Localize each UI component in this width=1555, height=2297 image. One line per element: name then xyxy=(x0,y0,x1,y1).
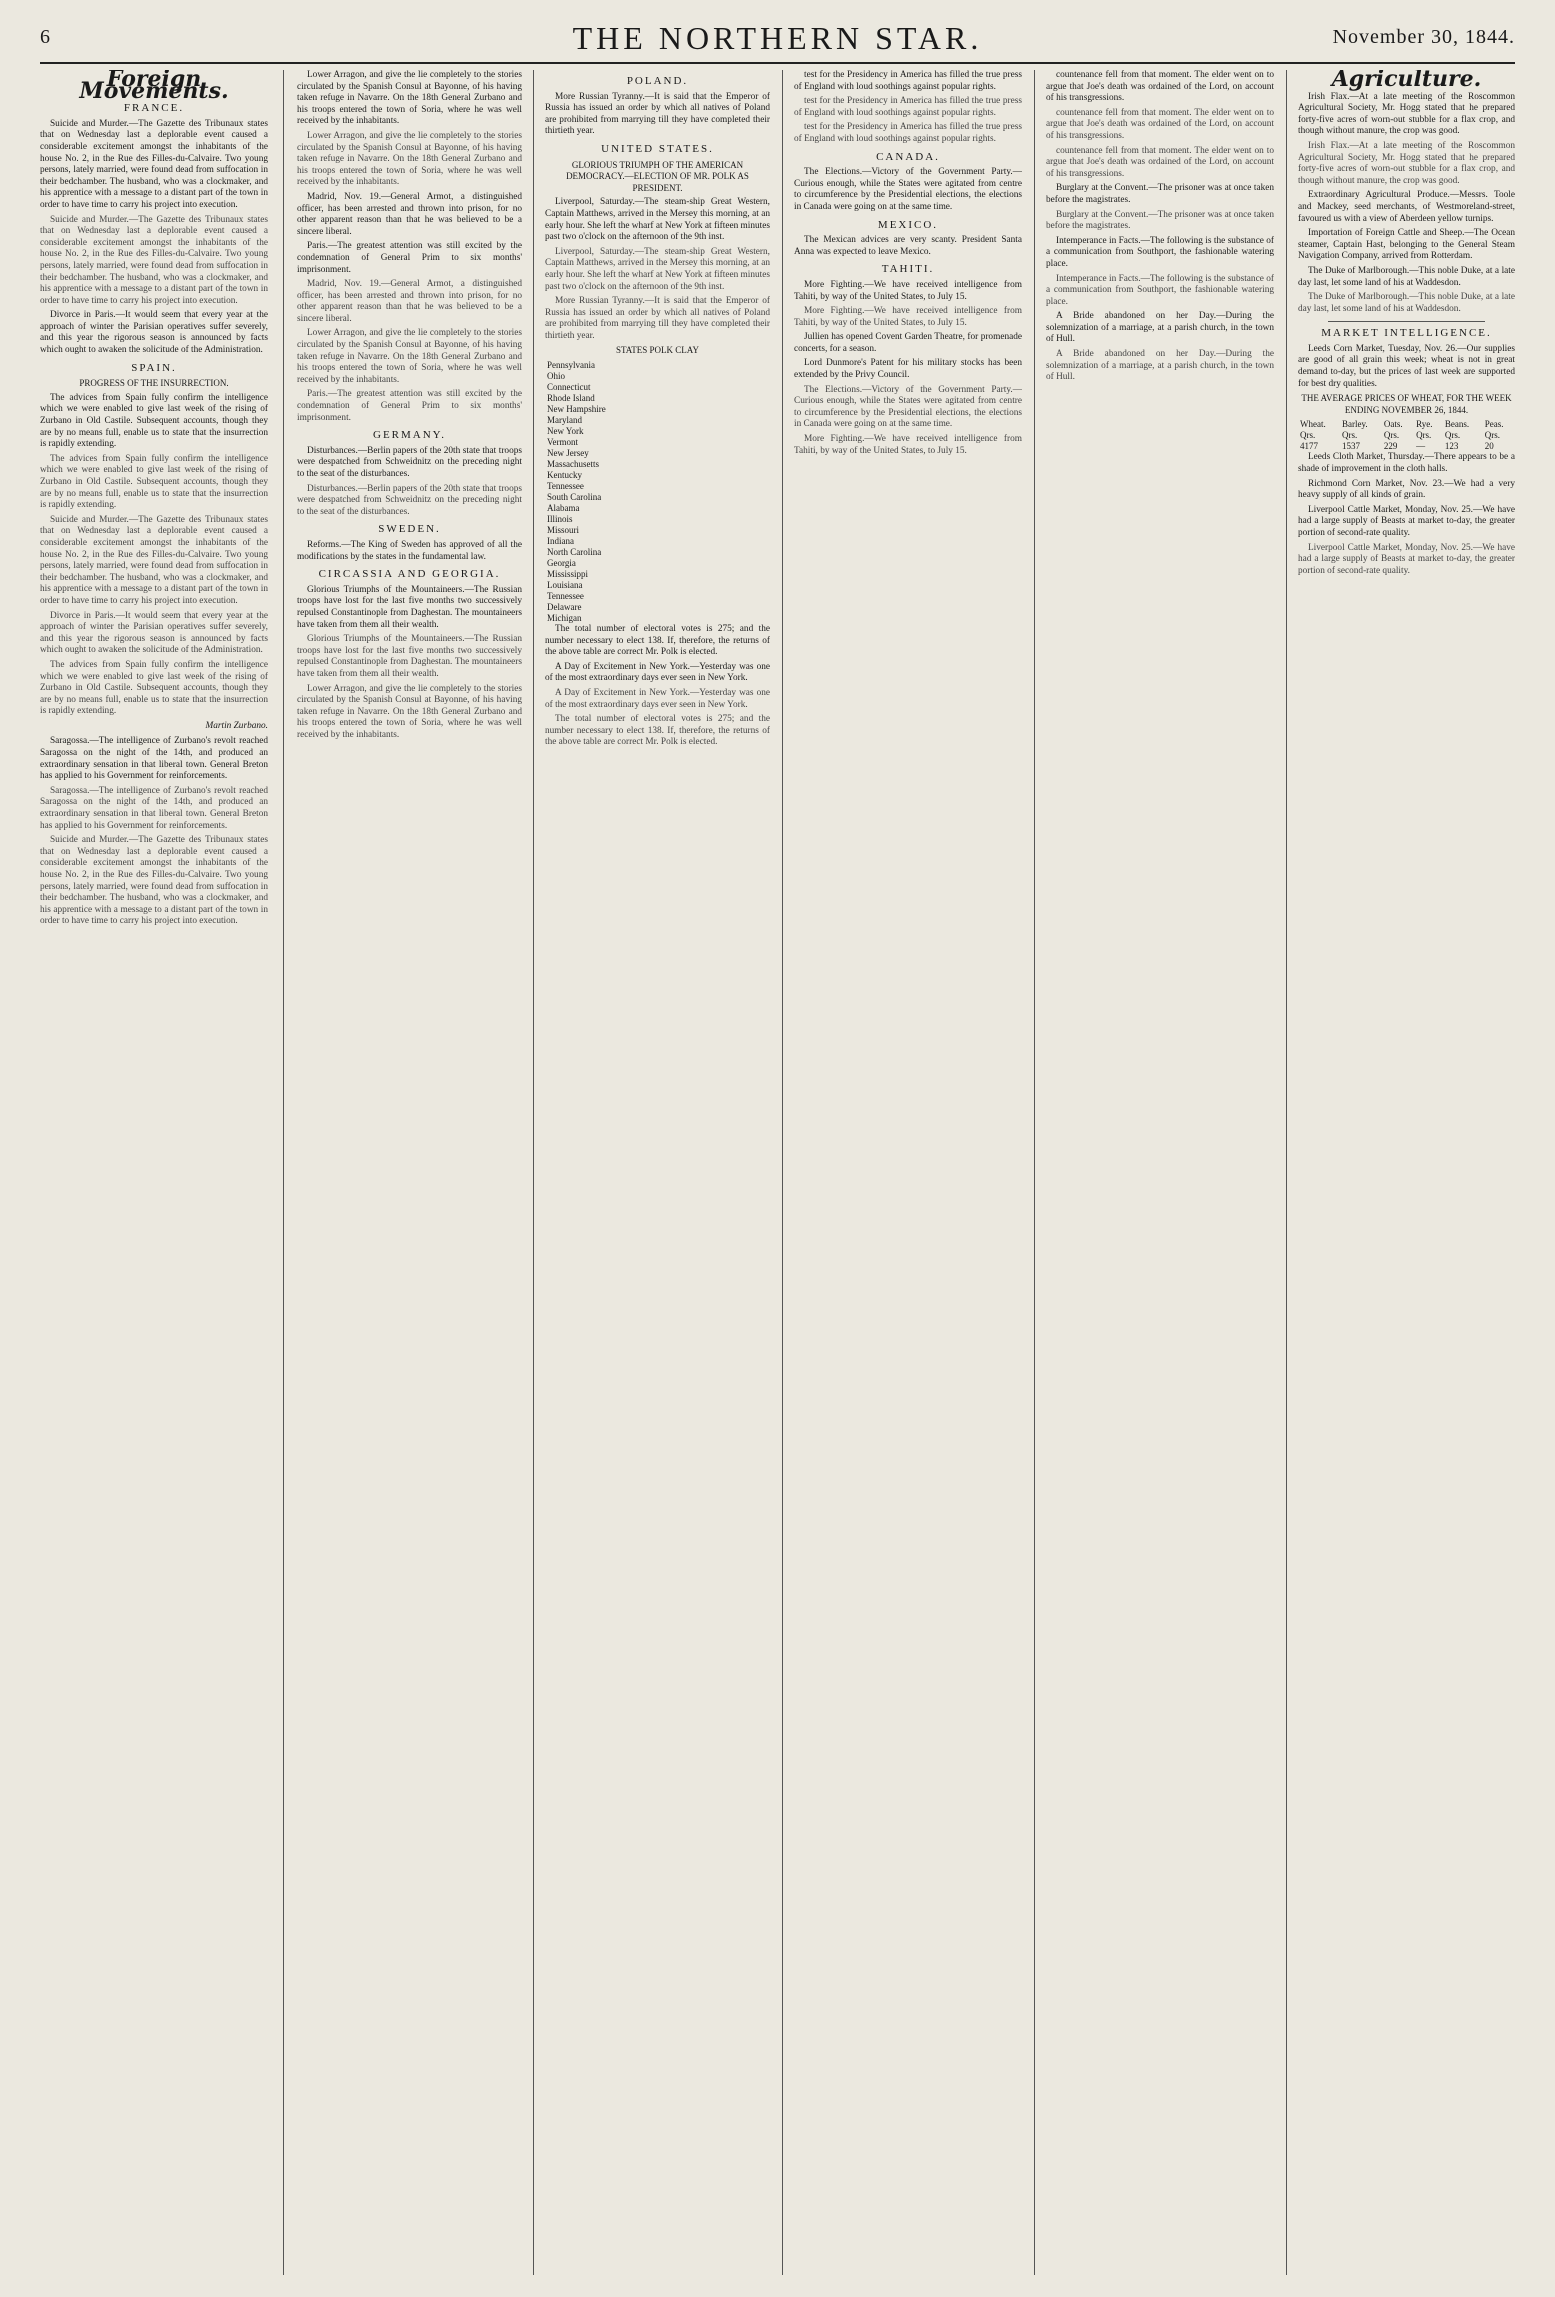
table-row xyxy=(545,393,770,404)
state-name: Mississippi xyxy=(547,569,589,580)
article-paragraph: Madrid, Nov. 19.—General Armot, a distinguished officer, has been arrested and thrown into prison, for no other apparent reason than that he was believed to be a sincere liberal. xyxy=(297,279,522,324)
state-name: Tennessee xyxy=(547,481,584,492)
article-paragraph: Intemperance in Facts.—The following is the substance of a communication from Southport, the fashionable watering place. xyxy=(1046,273,1274,307)
table-row xyxy=(545,492,770,503)
table-row xyxy=(545,591,770,602)
article-paragraph: The Elections.—Victory of the Government Party.—Curious enough, while the States were agitated from centre to circumference by the Presidential elections, the elections in Canada were going on at the same time. xyxy=(794,384,1022,430)
table-cell: 20 xyxy=(1484,441,1494,452)
state-name: New York xyxy=(547,426,584,437)
article-paragraph: More Fighting.—We have received intelligence from Tahiti, by way of the United States, to July 15. xyxy=(794,434,1022,456)
table-row xyxy=(545,481,770,492)
article-paragraph: The Duke of Marlborough.—This noble Duke, at a late day last, let some land of his at Waddesdon. xyxy=(1298,292,1515,314)
column-3 xyxy=(545,70,770,2270)
column-rule xyxy=(283,70,284,2275)
state-name: New Jersey xyxy=(547,448,589,459)
table-row xyxy=(545,525,770,536)
column-rule xyxy=(533,70,534,2275)
column-6 xyxy=(1298,70,1515,2270)
article-paragraph: Liverpool, Saturday.—The steam-ship Great Western, Captain Matthews, arrived in the Mersey this morning, at an early hour. She left the wharf at New York at fifteen minutes past two o'clock on the afternoon of the 9th inst. xyxy=(545,197,770,243)
table-row xyxy=(545,371,770,382)
section-france: FRANCE. xyxy=(123,102,185,115)
article-paragraph: Glorious Triumphs of the Mountaineers.—The Russian troops have lost for the last five months two successively repulsed Constantinople from Daghestan. The mountaineers have taken from them all their wealth. xyxy=(297,584,522,630)
section-heading-foreign: Foreign Movements. xyxy=(79,70,229,104)
article-paragraph: countenance fell from that moment. The elder went on to argue that Joe's death was ordained of the Lord, on account of his transgressions. xyxy=(1046,107,1274,141)
article-paragraph: Richmond Corn Market, Nov. 23.—We had a very heavy supply of all kinds of grain. xyxy=(1298,478,1515,501)
article-paragraph: Lower Arragon, and give the lie completely to the stories circulated by the Spanish Consul at Bayonne, of his having taken refuge in Navarre. On the 18th General Zurbano and his troops entered the town of Soria, where he was well received by the inhabitants. xyxy=(297,70,522,127)
article-paragraph: Leeds Cloth Market, Thursday.—There appears to be a shade of improvement in the cloth halls. xyxy=(1298,452,1515,475)
issue-date: November 30, 1844. xyxy=(1332,26,1515,48)
table-row xyxy=(1298,430,1515,441)
state-name: Missouri xyxy=(547,525,580,536)
column-2 xyxy=(297,70,522,2270)
table-cell: Qrs. xyxy=(1444,430,1461,441)
article-paragraph: Jullien has opened Covent Garden Theatre, for promenade concerts, for a season. xyxy=(794,332,1022,354)
table-row xyxy=(545,536,770,547)
table-row xyxy=(545,437,770,448)
article-paragraph: Suicide and Murder.—The Gazette des Tribunaux states that on Wednesday last a deplorable event caused a considerable excitement amongst the inhabitants of the house No. 2, in the Rue des Filles-du-Calvaire. Two young persons, lately married, were found dead from suffocation in their bedchamber. The husband, who was a clockmaker, and his apprentice with a message to a distant part of the town in order to have time to carry his project into execution. xyxy=(40,118,268,210)
signature: Martin Zurbano. xyxy=(205,720,268,731)
section-germany: GERMANY. xyxy=(373,429,446,442)
table-row xyxy=(545,580,770,591)
table-cell: Beans. xyxy=(1444,419,1470,430)
article-paragraph: Saragossa.—The intelligence of Zurbano's revolt reached Saragossa on the night of the 14th, and produced an extraordinary sensation in that liberal town. General Breton has applied to his Government for reinforcements. xyxy=(40,736,268,782)
article-paragraph: Lower Arragon, and give the lie completely to the stories circulated by the Spanish Consul at Bayonne, of his having taken refuge in Navarre. On the 18th General Zurbano and his troops entered the town of Soria, where he was well received by the inhabitants. xyxy=(297,130,522,188)
article-paragraph: The Mexican advices are very scanty. President Santa Anna was expected to leave Mexico. xyxy=(794,235,1022,257)
article-paragraph: The advices from Spain fully confirm the intelligence which we were enabled to give last week of the rising of Zurbano in Old Castile. Subsequent accounts, though they are by no means full, enable us to state that the insurrection is rapidly extending. xyxy=(40,453,268,511)
state-name: Georgia xyxy=(547,558,576,569)
table-row xyxy=(545,558,770,569)
table-row xyxy=(545,459,770,470)
article-paragraph: The advices from Spain fully confirm the intelligence which we were enabled to give last week of the rising of Zurbano in Old Castile. Subsequent accounts, though they are by no means full, enable us to state that the insurrection is rapidly extending. xyxy=(40,659,268,717)
table-cell: Rye. xyxy=(1416,419,1433,430)
article-paragraph: test for the Presidency in America has filled the true press of England with loud soothings against popular rights. xyxy=(794,96,1022,118)
price-table-caption: THE AVERAGE PRICES OF WHEAT, FOR THE WEEK ENDING NOVEMBER 26, 1844. xyxy=(1301,393,1512,415)
article-paragraph: A Day of Excitement in New York.—Yesterday was one of the most extraordinary days ever seen in New York. xyxy=(545,688,770,710)
table-row xyxy=(545,547,770,558)
article-paragraph: test for the Presidency in America has filled the true press of England with loud soothings against popular rights. xyxy=(794,122,1022,144)
page-number: 6 xyxy=(40,26,50,48)
article-paragraph: A Bride abandoned on her Day.—During the solemnization of a marriage, at a parish church, in the town of Hull. xyxy=(1046,349,1274,383)
state-name: Louisiana xyxy=(547,580,583,591)
article-paragraph: More Fighting.—We have received intelligence from Tahiti, by way of the United States, to July 15. xyxy=(794,306,1022,328)
table-cell: Wheat. xyxy=(1300,419,1326,430)
table-cell: Oats. xyxy=(1383,419,1403,430)
article-paragraph: The total number of electoral votes is 275; and the number necessary to elect 138. If, therefore, the returns of the above table are correct Mr. Polk is elected. xyxy=(545,714,770,748)
article-paragraph: Intemperance in Facts.—The following is the substance of a communication from Southport, the fashionable watering place. xyxy=(1046,235,1274,269)
article-paragraph: Disturbances.—Berlin papers of the 20th state that troops were despatched from Schweidnitz on the preceding night to the seat of the disturbances. xyxy=(297,483,522,517)
state-name: Kentucky xyxy=(547,470,582,481)
masthead xyxy=(40,18,1515,64)
electoral-vote-table xyxy=(545,360,770,624)
section-tahiti: TAHITI. xyxy=(881,263,935,276)
article-paragraph: Lord Dunmore's Patent for his military stocks has been extended by the Privy Council. xyxy=(794,358,1022,381)
column-5 xyxy=(1046,70,1274,2270)
table-row xyxy=(545,448,770,459)
state-name: Indiana xyxy=(547,536,574,547)
state-name: New Hampshire xyxy=(547,404,606,415)
article-paragraph: Liverpool Cattle Market, Monday, Nov. 25.—We have had a large supply of Beasts at market to-day, the greater portion of second-rate quality. xyxy=(1298,542,1515,576)
article-paragraph: Irish Flax.—At a late meeting of the Roscommon Agricultural Society, Mr. Hogg stated that he prepared forty-five acres of worn-out stubble for a flax crop, and though without manure, the crop was good. xyxy=(1298,91,1515,137)
column-1 xyxy=(40,70,268,2270)
table-cell: 1537 xyxy=(1342,441,1361,452)
table-row xyxy=(545,382,770,393)
article-paragraph: A Day of Excitement in New York.—Yesterday was one of the most extraordinary days ever seen in New York. xyxy=(545,661,770,684)
table-row xyxy=(545,470,770,481)
article-paragraph: test for the Presidency in America has filled the true press of England with loud soothings against popular rights. xyxy=(794,70,1022,92)
table-row xyxy=(545,514,770,525)
article-paragraph: Burglary at the Convent.—The prisoner was at once taken before the magistrates. xyxy=(1046,183,1274,205)
column-rule xyxy=(782,70,783,2275)
article-paragraph: Burglary at the Convent.—The prisoner was at once taken before the magistrates. xyxy=(1046,209,1274,232)
article-paragraph: Madrid, Nov. 19.—General Armot, a distinguished officer, has been arrested and thrown into prison, for no other apparent reason than that he was believed to be a sincere liberal. xyxy=(297,191,522,237)
state-name: Tennessee xyxy=(547,591,584,602)
article-paragraph: Suicide and Murder.—The Gazette des Tribunaux states that on Wednesday last a deplorable event caused a considerable excitement amongst the inhabitants of the house No. 2, in the Rue des Filles-du-Calvaire. Two young persons, lately married, were found dead from suffocation in their bedchamber. The husband, who was a clockmaker, and his apprentice with a message to a distant part of the town in order to have time to carry his project into execution. xyxy=(40,214,268,306)
table-cell: Qrs. xyxy=(1300,430,1316,441)
subheading-insurrection: PROGRESS OF THE INSURRECTION. xyxy=(79,378,229,389)
state-name: Illinois xyxy=(547,514,573,525)
section-poland: POLAND. xyxy=(626,75,689,87)
table-cell: — xyxy=(1416,441,1426,452)
table-cell: Peas. xyxy=(1484,419,1504,430)
table-row xyxy=(545,613,770,624)
section-spain: SPAIN. xyxy=(131,361,177,374)
table-cell: Qrs. xyxy=(1383,430,1400,441)
table-row xyxy=(1298,441,1515,452)
article-paragraph: Liverpool Cattle Market, Monday, Nov. 25.—We have had a large supply of Beasts at market to-day, the greater portion of second-rate quality. xyxy=(1298,504,1515,538)
section-canada: CANADA. xyxy=(876,150,940,163)
table-row xyxy=(1298,419,1515,430)
article-paragraph: Lower Arragon, and give the lie completely to the stories circulated by the Spanish Consul at Bayonne, of his having taken refuge in Navarre. On the 18th General Zurbano and his troops entered the town of Soria, where he was well received by the inhabitants. xyxy=(297,328,522,385)
article-paragraph: Suicide and Murder.—The Gazette des Tribunaux states that on Wednesday last a deplorable event caused a considerable excitement amongst the inhabitants of the house No. 2, in the Rue des Filles-du-Calvaire. Two young persons, lately married, were found dead from suffocation in their bedchamber. The husband, who was a clockmaker, and his apprentice with a message to a distant part of the town in order to have time to carry his project into execution. xyxy=(40,835,268,927)
section-circassia: CIRCASSIA AND GEORGIA. xyxy=(318,568,501,581)
state-name: Pennsylvania xyxy=(547,360,595,371)
state-name: Ohio xyxy=(547,371,565,382)
column-rule xyxy=(1034,70,1035,2275)
state-name: Delaware xyxy=(547,602,582,613)
divider xyxy=(1328,321,1485,322)
table-row xyxy=(545,503,770,514)
article-paragraph: Saragossa.—The intelligence of Zurbano's revolt reached Saragossa on the night of the 14th, and produced an extraordinary sensation in that liberal town. General Breton has applied to his Government for reinforcements. xyxy=(40,785,268,831)
vote-table-title: STATES POLK CLAY xyxy=(616,345,699,356)
section-united-states: UNITED STATES. xyxy=(601,142,714,155)
state-name: Rhode Island xyxy=(547,393,595,404)
article-paragraph: Irish Flax.—At a late meeting of the Roscommon Agricultural Society, Mr. Hogg stated that he prepared forty-five acres of worn-out stubble for a flax crop, and though without manure, the crop was good. xyxy=(1298,140,1515,186)
table-row xyxy=(545,404,770,415)
article-paragraph: The advices from Spain fully confirm the intelligence which we were enabled to give last week of the rising of Zurbano in Old Castile. Subsequent accounts, though they are by no means full, enable us to state that the insurrection is rapidly extending. xyxy=(40,392,268,450)
state-name: Massachusetts xyxy=(547,459,599,470)
article-paragraph: Reforms.—The King of Sweden has approved of all the modifications by the states in the fundamental law. xyxy=(297,539,522,562)
article-paragraph: A Bride abandoned on her Day.—During the solemnization of a marriage, at a parish church, in the town of Hull. xyxy=(1046,311,1274,345)
table-cell: 4177 xyxy=(1300,441,1318,452)
table-row xyxy=(545,602,770,613)
table-cell: Qrs. xyxy=(1484,430,1501,441)
table-cell: Barley. xyxy=(1342,419,1368,430)
table-cell: 229 xyxy=(1383,441,1398,452)
state-name: Maryland xyxy=(547,415,582,426)
state-name: North Carolina xyxy=(547,547,602,558)
article-paragraph: countenance fell from that moment. The elder went on to argue that Joe's death was ordained of the Lord, on account of his transgressions. xyxy=(1046,145,1274,179)
article-paragraph: Paris.—The greatest attention was still excited by the condemnation of General Prim to six months' imprisonment. xyxy=(297,241,522,275)
article-paragraph: Extraordinary Agricultural Produce.—Messrs. Toole and Mackey, seed merchants, of Westmoreland-street, favoured us with a view of Aberdeen yellow turnips. xyxy=(1298,190,1515,224)
state-name: Michigan xyxy=(547,613,582,624)
column-4 xyxy=(794,70,1022,2270)
article-paragraph: Divorce in Paris.—It would seem that every year at the approach of winter the Parisian operatives suffer severely, and this year the rigorous season is announced by facts which ought to awaken the solicitude of the Administration. xyxy=(40,310,268,356)
article-paragraph: Liverpool, Saturday.—The steam-ship Great Western, Captain Matthews, arrived in the Mersey this morning, at an early hour. She left the wharf at New York at fifteen minutes past two o'clock on the afternoon of the 9th inst. xyxy=(545,246,770,292)
article-paragraph: Paris.—The greatest attention was still excited by the condemnation of General Prim to six months' imprisonment. xyxy=(297,389,522,423)
article-paragraph: More Russian Tyranny.—It is said that the Emperor of Russia has issued an order by which all natives of Poland are prohibited from marrying till they have completed their thirtieth year. xyxy=(545,91,770,137)
table-cell: Qrs. xyxy=(1342,430,1358,441)
section-mexico: MEXICO. xyxy=(877,218,939,231)
section-sweden: SWEDEN. xyxy=(378,523,441,536)
newspaper-title: THE NORTHERN STAR. xyxy=(572,20,983,56)
article-paragraph: Leeds Corn Market, Tuesday, Nov. 26.—Our supplies are good of all grain this week; wheat is not in great demand to-day, but the prices of last week are supported for best dry qualities. xyxy=(1298,343,1515,389)
table-row xyxy=(545,360,770,371)
table-row xyxy=(545,426,770,437)
subheading-election: GLORIOUS TRIUMPH OF THE AMERICAN DEMOCRACY.—ELECTION OF MR. POLK AS PRESIDENT. xyxy=(566,159,749,193)
table-cell: Qrs. xyxy=(1416,430,1432,441)
article-paragraph: countenance fell from that moment. The elder went on to argue that Joe's death was ordained of the Lord, on account of his transgressions. xyxy=(1046,70,1274,104)
grain-price-table xyxy=(1298,419,1515,452)
article-paragraph: Glorious Triumphs of the Mountaineers.—The Russian troops have lost for the last five months two successively repulsed Constantinople from Daghestan. The mountaineers have taken from them all their wealth. xyxy=(297,634,522,679)
article-paragraph: Disturbances.—Berlin papers of the 20th state that troops were despatched from Schweidnitz on the preceding night to the seat of the disturbances. xyxy=(297,445,522,479)
state-name: South Carolina xyxy=(547,492,602,503)
section-heading-agriculture: Agriculture. xyxy=(1331,70,1482,92)
article-paragraph: The Duke of Marlborough.—This noble Duke, at a late day last, let some land of his at Waddesdon. xyxy=(1298,265,1515,288)
article-paragraph: Divorce in Paris.—It would seem that every year at the approach of winter the Parisian operatives suffer severely, and this year the rigorous season is announced by facts which ought to awaken the solicitude of the Administration. xyxy=(40,610,268,656)
table-row xyxy=(545,415,770,426)
state-name: Connecticut xyxy=(547,382,591,393)
state-name: Vermont xyxy=(547,437,578,448)
table-row xyxy=(545,569,770,580)
table-cell: 123 xyxy=(1444,441,1459,452)
article-paragraph: The Elections.—Victory of the Government Party.—Curious enough, while the States were agitated from centre to circumference by the Presidential elections, the elections in Canada were going on at the same time. xyxy=(794,167,1022,212)
state-name: Alabama xyxy=(547,503,580,514)
article-paragraph: More Russian Tyranny.—It is said that the Emperor of Russia has issued an order by which all natives of Poland are prohibited from marrying till they have completed their thirtieth year. xyxy=(545,296,770,341)
article-paragraph: More Fighting.—We have received intelligence from Tahiti, by way of the United States, to July 15. xyxy=(794,279,1022,302)
article-paragraph: Importation of Foreign Cattle and Sheep.—The Ocean steamer, Captain Hast, belonging to the General Steam Navigation Company, arrived from Rotterdam. xyxy=(1298,228,1515,262)
column-rule xyxy=(1286,70,1287,2275)
article-paragraph: Suicide and Murder.—The Gazette des Tribunaux states that on Wednesday last a deplorable event caused a considerable excitement amongst the inhabitants of the house No. 2, in the Rue des Filles-du-Calvaire. Two young persons, lately married, were found dead from suffocation in their bedchamber. The husband, who was a clockmaker, and his apprentice with a message to a distant part of the town in order to have time to carry his project into execution. xyxy=(40,514,268,606)
section-market-intelligence: MARKET INTELLIGENCE. xyxy=(1321,327,1492,340)
article-paragraph: The total number of electoral votes is 275; and the number necessary to elect 138. If, therefore, the returns of the above table are correct Mr. Polk is elected. xyxy=(545,624,770,658)
article-paragraph: Lower Arragon, and give the lie completely to the stories circulated by the Spanish Consul at Bayonne, of his having taken refuge in Navarre. On the 18th General Zurbano and his troops entered the town of Soria, where he was well received by the inhabitants. xyxy=(297,683,522,740)
